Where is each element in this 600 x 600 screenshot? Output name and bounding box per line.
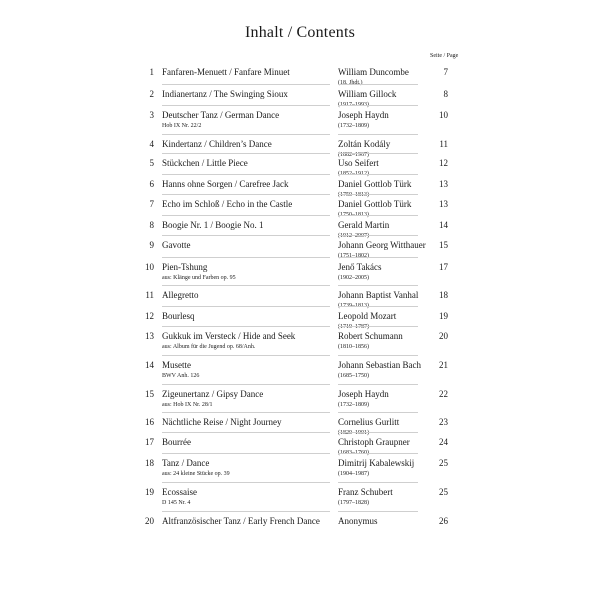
entry-title-block bbox=[162, 360, 332, 380]
row-divider bbox=[338, 453, 418, 454]
row-divider bbox=[162, 432, 330, 433]
entry-composer-block bbox=[338, 311, 438, 331]
entry-composer-dates: (1902–2005) bbox=[338, 275, 369, 281]
entry-title-block bbox=[162, 262, 332, 282]
entry-number: 20 bbox=[145, 516, 154, 526]
row-divider bbox=[162, 453, 330, 454]
entry-composer: Robert Schumann bbox=[338, 331, 403, 341]
row-divider bbox=[162, 482, 330, 483]
entry-number: 10 bbox=[145, 262, 154, 272]
entry-page-number: 25 bbox=[439, 458, 448, 468]
page-column-label: Seite / Page bbox=[430, 53, 459, 59]
entry-composer-dates: (1685–1750) bbox=[338, 373, 369, 379]
entry-title-block bbox=[162, 331, 332, 351]
row-divider bbox=[338, 482, 418, 483]
entry-composer-dates: (1904–1987) bbox=[338, 471, 369, 477]
entry-page-number: 13 bbox=[439, 199, 448, 209]
row-divider bbox=[338, 285, 418, 286]
entry-composer: Anonymus bbox=[338, 516, 378, 526]
entry-page-number: 20 bbox=[439, 331, 448, 341]
entry-title-block bbox=[162, 67, 332, 78]
entry-title: Tanz / Dance bbox=[162, 458, 210, 468]
entry-number: 6 bbox=[149, 179, 154, 189]
entry-source: aus: 24 kleine Stücke op. 39 bbox=[162, 471, 230, 477]
entry-composer-block bbox=[338, 220, 438, 240]
entry-composer-block bbox=[338, 110, 438, 130]
entry-page-number: 15 bbox=[439, 240, 448, 250]
entry-composer-block bbox=[338, 487, 438, 507]
entry-number: 1 bbox=[149, 67, 154, 77]
row-divider bbox=[338, 384, 418, 385]
entry-composer-dates: (1882–1967) bbox=[338, 152, 369, 158]
entry-composer: William Duncombe bbox=[338, 67, 409, 77]
entry-number: 13 bbox=[145, 331, 154, 341]
entry-composer-block bbox=[338, 179, 438, 199]
entry-number: 19 bbox=[145, 487, 154, 497]
entry-title: Indianertanz / The Swinging Sioux bbox=[162, 89, 288, 99]
entry-composer-dates: (18. Jhdt.) bbox=[338, 80, 363, 86]
entry-composer: Uso Seifert bbox=[338, 158, 379, 168]
entry-source: aus: Hob IX Nr. 28/1 bbox=[162, 402, 213, 408]
entry-number: 15 bbox=[145, 389, 154, 399]
row-divider bbox=[338, 432, 418, 433]
entry-composer-dates: (1719–1787) bbox=[338, 324, 369, 330]
row-divider bbox=[162, 174, 330, 175]
entry-composer-block bbox=[338, 89, 438, 109]
entry-title-block bbox=[162, 158, 332, 169]
entry-composer-dates: (1917–1993) bbox=[338, 102, 369, 108]
entry-page-number: 13 bbox=[439, 179, 448, 189]
entry-number: 16 bbox=[145, 417, 154, 427]
entry-source: aus: Klänge und Farben op. 95 bbox=[162, 275, 236, 281]
entry-composer: Joseph Haydn bbox=[338, 389, 389, 399]
row-divider bbox=[162, 306, 330, 307]
entry-title: Kindertanz / Children’s Dance bbox=[162, 139, 272, 149]
row-divider bbox=[162, 215, 330, 216]
entry-composer: Zoltán Kodály bbox=[338, 139, 391, 149]
entry-number: 7 bbox=[149, 199, 154, 209]
entry-title-block bbox=[162, 458, 332, 478]
entry-title-block bbox=[162, 89, 332, 100]
entry-title-block bbox=[162, 290, 332, 301]
entry-composer-dates: (1750–1813) bbox=[338, 212, 369, 218]
entry-title: Nächtliche Reise / Night Journey bbox=[162, 417, 282, 427]
row-divider bbox=[338, 306, 418, 307]
entry-title: Pien-Tshung bbox=[162, 262, 208, 272]
entry-title: Altfranzösischer Tanz / Early French Dance bbox=[162, 516, 320, 526]
entry-source: D 145 Nr. 4 bbox=[162, 500, 191, 506]
entry-number: 5 bbox=[149, 158, 154, 168]
entry-title: Musette bbox=[162, 360, 191, 370]
entry-composer-dates: (1683–1760) bbox=[338, 450, 369, 456]
row-divider bbox=[338, 511, 418, 512]
entry-page-number: 12 bbox=[439, 158, 448, 168]
entry-composer: Daniel Gottlob Türk bbox=[338, 199, 412, 209]
entry-number: 3 bbox=[149, 110, 154, 120]
row-divider bbox=[338, 134, 418, 135]
entry-composer-block bbox=[338, 262, 438, 282]
entry-page-number: 10 bbox=[439, 110, 448, 120]
entry-composer-dates: (1852–1912) bbox=[338, 171, 369, 177]
entry-page-number: 8 bbox=[443, 89, 448, 99]
entry-number: 11 bbox=[145, 290, 154, 300]
entry-title-block bbox=[162, 240, 332, 251]
entry-page-number: 21 bbox=[439, 360, 448, 370]
row-divider bbox=[162, 84, 330, 85]
entry-composer-dates: (1797–1828) bbox=[338, 500, 369, 506]
entry-page-number: 19 bbox=[439, 311, 448, 321]
entry-title-block bbox=[162, 417, 332, 428]
entry-title: Gavotte bbox=[162, 240, 191, 250]
entry-number: 4 bbox=[149, 139, 154, 149]
entry-composer: Johann Georg Witthauer bbox=[338, 240, 426, 250]
entry-composer: Joseph Haydn bbox=[338, 110, 389, 120]
entry-title-block bbox=[162, 516, 332, 527]
entry-title: Boogie Nr. 1 / Boogie No. 1 bbox=[162, 220, 264, 230]
entry-title: Zigeunertanz / Gipsy Dance bbox=[162, 389, 264, 399]
entry-page-number: 24 bbox=[439, 437, 448, 447]
entry-composer-block bbox=[338, 331, 438, 351]
row-divider bbox=[162, 134, 330, 135]
row-divider bbox=[338, 153, 418, 154]
entry-title: Hanns ohne Sorgen / Carefree Jack bbox=[162, 179, 289, 189]
entry-number: 9 bbox=[149, 240, 154, 250]
row-divider bbox=[338, 412, 418, 413]
row-divider bbox=[162, 257, 330, 258]
entry-title-block bbox=[162, 437, 332, 448]
entry-title-block bbox=[162, 220, 332, 231]
row-divider bbox=[338, 215, 418, 216]
row-divider bbox=[338, 257, 418, 258]
row-divider bbox=[162, 384, 330, 385]
entry-composer: Franz Schubert bbox=[338, 487, 393, 497]
row-divider bbox=[162, 105, 330, 106]
entry-title-block bbox=[162, 311, 332, 322]
entry-title: Ecossaise bbox=[162, 487, 197, 497]
row-divider bbox=[338, 194, 418, 195]
entry-page-number: 18 bbox=[439, 290, 448, 300]
entry-composer: Cornelius Gurlitt bbox=[338, 417, 400, 427]
row-divider bbox=[338, 84, 418, 85]
entry-composer: Daniel Gottlob Türk bbox=[338, 179, 412, 189]
entry-source: aus: Album für die Jugend op. 68/Anh. bbox=[162, 344, 256, 350]
entry-composer-block bbox=[338, 516, 438, 527]
entry-composer: William Gillock bbox=[338, 89, 397, 99]
row-divider bbox=[162, 355, 330, 356]
entry-page-number: 26 bbox=[439, 516, 448, 526]
entry-composer-dates: (1912–2007) bbox=[338, 233, 369, 239]
entry-composer-dates: (1739–1813) bbox=[338, 303, 369, 309]
entry-composer: Johann Sebastian Bach bbox=[338, 360, 421, 370]
entry-number: 2 bbox=[149, 89, 154, 99]
entry-composer-dates: (1810–1856) bbox=[338, 344, 369, 350]
entry-title: Echo im Schloß / Echo in the Castle bbox=[162, 199, 293, 209]
entry-composer: Christoph Graupner bbox=[338, 437, 410, 447]
entry-page-number: 25 bbox=[439, 487, 448, 497]
row-divider bbox=[162, 235, 330, 236]
entry-composer-dates: (1732–1809) bbox=[338, 402, 369, 408]
entry-title-block bbox=[162, 199, 332, 210]
row-divider bbox=[338, 355, 418, 356]
entry-title: Fanfaren-Menuett / Fanfare Minuet bbox=[162, 67, 290, 77]
entry-title: Bourlesq bbox=[162, 311, 195, 321]
entry-composer: Gerald Martin bbox=[338, 220, 390, 230]
row-divider bbox=[338, 235, 418, 236]
entry-page-number: 22 bbox=[439, 389, 448, 399]
row-divider bbox=[162, 194, 330, 195]
entry-title-block bbox=[162, 389, 332, 409]
entry-composer-dates: (1732–1809) bbox=[338, 123, 369, 129]
entry-number: 8 bbox=[149, 220, 154, 230]
entry-composer: Johann Baptist Vanhal bbox=[338, 290, 419, 300]
entry-page-number: 11 bbox=[439, 139, 448, 149]
row-divider bbox=[162, 511, 330, 512]
entry-number: 17 bbox=[145, 437, 154, 447]
row-divider bbox=[162, 153, 330, 154]
row-divider bbox=[338, 105, 418, 106]
entry-composer-block bbox=[338, 417, 438, 437]
entry-page-number: 23 bbox=[439, 417, 448, 427]
entry-composer-block bbox=[338, 290, 438, 310]
entry-title: Stückchen / Little Piece bbox=[162, 158, 248, 168]
entry-number: 18 bbox=[145, 458, 154, 468]
entry-title: Gukkuk im Versteck / Hide and Seek bbox=[162, 331, 296, 341]
entry-composer-block bbox=[338, 158, 438, 178]
entry-source: Hob IX Nr. 22/2 bbox=[162, 123, 202, 129]
entry-title-block bbox=[162, 487, 332, 507]
entry-composer: Dimitrij Kabalewskij bbox=[338, 458, 415, 468]
entry-composer-block bbox=[338, 360, 438, 380]
row-divider bbox=[162, 285, 330, 286]
row-divider bbox=[162, 326, 330, 327]
entry-composer-block bbox=[338, 139, 438, 159]
entry-number: 14 bbox=[145, 360, 154, 370]
row-divider bbox=[162, 412, 330, 413]
entry-title-block bbox=[162, 179, 332, 190]
entry-title: Allegretto bbox=[162, 290, 199, 300]
entry-title-block bbox=[162, 139, 332, 150]
entry-composer-dates: (1750–1813) bbox=[338, 192, 369, 198]
row-divider bbox=[338, 326, 418, 327]
entry-composer: Jenő Takács bbox=[338, 262, 382, 272]
entry-source: BWV Anh. 126 bbox=[162, 373, 200, 379]
entry-number: 12 bbox=[145, 311, 154, 321]
entry-page-number: 17 bbox=[439, 262, 448, 272]
entry-title: Deutscher Tanz / German Dance bbox=[162, 110, 280, 120]
row-divider bbox=[338, 174, 418, 175]
entry-composer-dates: (1751–1802) bbox=[338, 253, 369, 259]
entry-page-number: 14 bbox=[439, 220, 448, 230]
entry-title: Bourrée bbox=[162, 437, 191, 447]
entry-composer-block bbox=[338, 389, 438, 409]
entry-title-block bbox=[162, 110, 332, 130]
entry-composer-block bbox=[338, 199, 438, 219]
entry-composer-block bbox=[338, 458, 438, 478]
entry-page-number: 7 bbox=[443, 67, 448, 77]
entry-composer: Leopold Mozart bbox=[338, 311, 397, 321]
page-title: Inhalt / Contents bbox=[244, 24, 356, 41]
entry-composer-dates: (1820–1901) bbox=[338, 430, 369, 436]
entry-composer-block bbox=[338, 437, 438, 457]
